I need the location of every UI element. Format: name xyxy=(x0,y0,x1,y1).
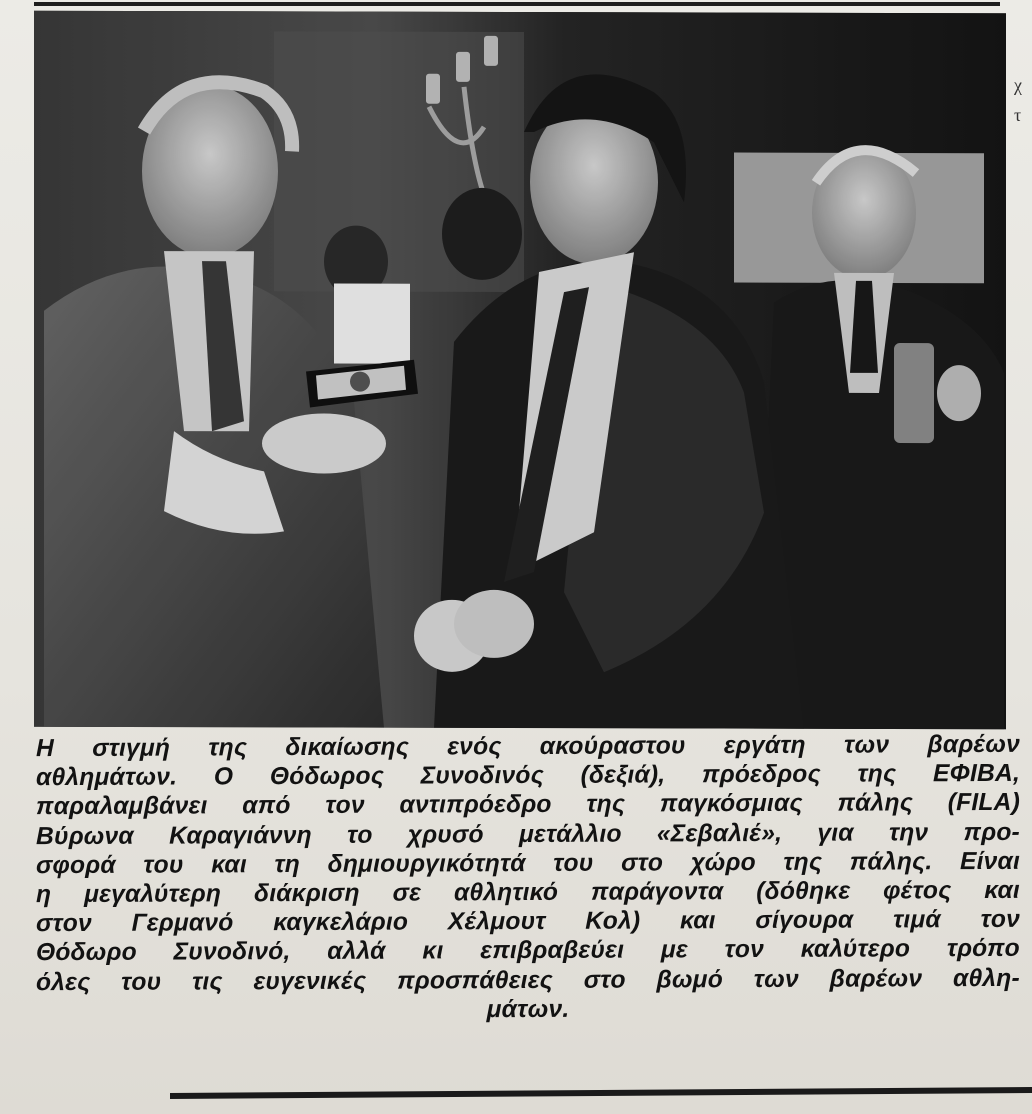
caption-word: παραλαμβάνει xyxy=(36,792,208,821)
caption-word: για xyxy=(817,819,854,847)
caption-word: πάλης xyxy=(837,789,913,818)
caption-word: διάκριση xyxy=(254,879,360,908)
caption-word: του xyxy=(121,968,162,996)
caption-word: από xyxy=(242,792,291,820)
caption-word: μεγαλύτερη xyxy=(84,880,222,908)
caption-word: χρυσό xyxy=(407,820,484,849)
caption-word: Συνοδινός xyxy=(420,762,544,790)
caption-word: η xyxy=(36,881,52,909)
photo-caption xyxy=(36,732,1020,1024)
caption-word: αλλά xyxy=(327,938,386,966)
caption-word: πάλης. xyxy=(849,848,933,876)
caption-line xyxy=(36,963,1020,996)
caption-word: στο xyxy=(621,849,664,877)
caption-word: στιγμή xyxy=(92,734,171,762)
caption-word: βωμό xyxy=(656,965,723,994)
caption-word: των xyxy=(753,965,799,993)
caption-word: το xyxy=(347,821,373,849)
caption-line xyxy=(36,847,1020,880)
caption-word: παγκόσμιας xyxy=(659,790,803,818)
caption-word: (δόθηκε xyxy=(756,877,851,906)
caption-word: και xyxy=(680,907,716,935)
caption-word: την xyxy=(888,818,929,847)
caption-word: καλύτερο xyxy=(800,935,911,964)
caption-word: αθλη- xyxy=(953,964,1020,992)
caption-word: της xyxy=(586,790,626,819)
caption-word: και xyxy=(211,851,247,879)
caption-word: της xyxy=(857,760,897,788)
caption-word: στο xyxy=(583,966,626,994)
caption-word: εργάτη xyxy=(723,731,806,760)
caption-line xyxy=(36,934,1020,967)
caption-word: σφορά xyxy=(36,851,116,879)
caption-word: Θόδωρος xyxy=(269,762,384,791)
caption-word: του xyxy=(553,849,594,877)
caption-word: Γερμανό xyxy=(131,909,234,937)
caption-word: βαρέων xyxy=(829,964,923,993)
caption-word: των xyxy=(844,731,890,759)
caption-word: καγκελάριο xyxy=(273,908,409,937)
caption-word: χώρο xyxy=(690,848,756,877)
caption-line xyxy=(36,730,1020,763)
caption-line xyxy=(36,788,1020,821)
adjacent-column-fragment xyxy=(1014,70,1032,190)
caption-word: (FILA) xyxy=(947,789,1020,817)
caption-word: Η xyxy=(36,735,54,763)
edge-letter: τ xyxy=(1014,105,1022,125)
edge-letter: χ xyxy=(1014,75,1022,95)
caption-word: τον xyxy=(724,936,764,964)
caption-word: «Σεβαλιέ», xyxy=(656,819,783,848)
caption-word: δικαίωσης xyxy=(285,733,409,762)
caption-word: βαρέων xyxy=(927,730,1020,759)
caption-word: παράγοντα xyxy=(590,878,724,906)
caption-word: τη xyxy=(274,850,300,878)
caption-word: και xyxy=(984,876,1020,905)
caption-line xyxy=(36,817,1020,850)
caption-word: Κολ) xyxy=(585,907,641,935)
caption-word: προ- xyxy=(963,818,1020,846)
caption-word: επιβραβεύει xyxy=(480,937,625,965)
photo-illustration xyxy=(34,11,1006,730)
caption-word: φέτος xyxy=(883,877,952,905)
caption-word: τρόπο xyxy=(946,935,1020,963)
caption-word: ακούραστου xyxy=(539,732,686,760)
caption-word: τις xyxy=(192,967,223,996)
caption-word: πρόεδρος xyxy=(702,760,821,789)
caption-word: σε xyxy=(392,879,422,907)
caption-word: Χέλμουτ xyxy=(447,908,546,936)
top-rule xyxy=(34,2,1000,6)
caption-line: μάτων. xyxy=(486,995,570,1024)
news-photo xyxy=(34,11,1006,730)
caption-word: τιμά xyxy=(893,906,941,934)
caption-word: της xyxy=(783,848,823,876)
caption-word: Ο xyxy=(213,763,234,791)
caption-word: τον xyxy=(325,792,365,820)
caption-word: προσπάθειες xyxy=(397,966,553,995)
caption-word: τον xyxy=(980,906,1020,934)
caption-word: ευγενικές xyxy=(253,967,367,995)
caption-word: του xyxy=(143,851,184,879)
caption-word: Καραγιάννη xyxy=(169,821,312,850)
caption-word: Είναι xyxy=(960,847,1020,875)
caption-word: αθλημάτων. xyxy=(36,763,178,792)
caption-word: Βύρωνα xyxy=(36,822,134,850)
caption-line xyxy=(36,876,1020,909)
caption-word: (δεξιά), xyxy=(580,761,666,789)
caption-word: όλες xyxy=(36,968,91,996)
caption-word: Συνοδινό, xyxy=(173,938,291,966)
caption-word: ΕΦΙΒΑ, xyxy=(932,760,1020,788)
caption-word: μετάλλιο xyxy=(518,820,622,848)
caption-word: σίγουρα xyxy=(755,906,854,935)
caption-word: στον xyxy=(36,910,92,938)
caption-word: ενός xyxy=(447,733,502,761)
caption-word: αντιπρόεδρο xyxy=(399,791,552,819)
caption-word: της xyxy=(208,734,248,762)
caption-word: αθλητικό xyxy=(453,878,559,907)
caption-word: Θόδωρο xyxy=(36,939,137,967)
caption-word: δημιουργικότητά xyxy=(327,849,526,878)
caption-word: με xyxy=(660,936,688,964)
caption-word: κι xyxy=(422,937,444,965)
